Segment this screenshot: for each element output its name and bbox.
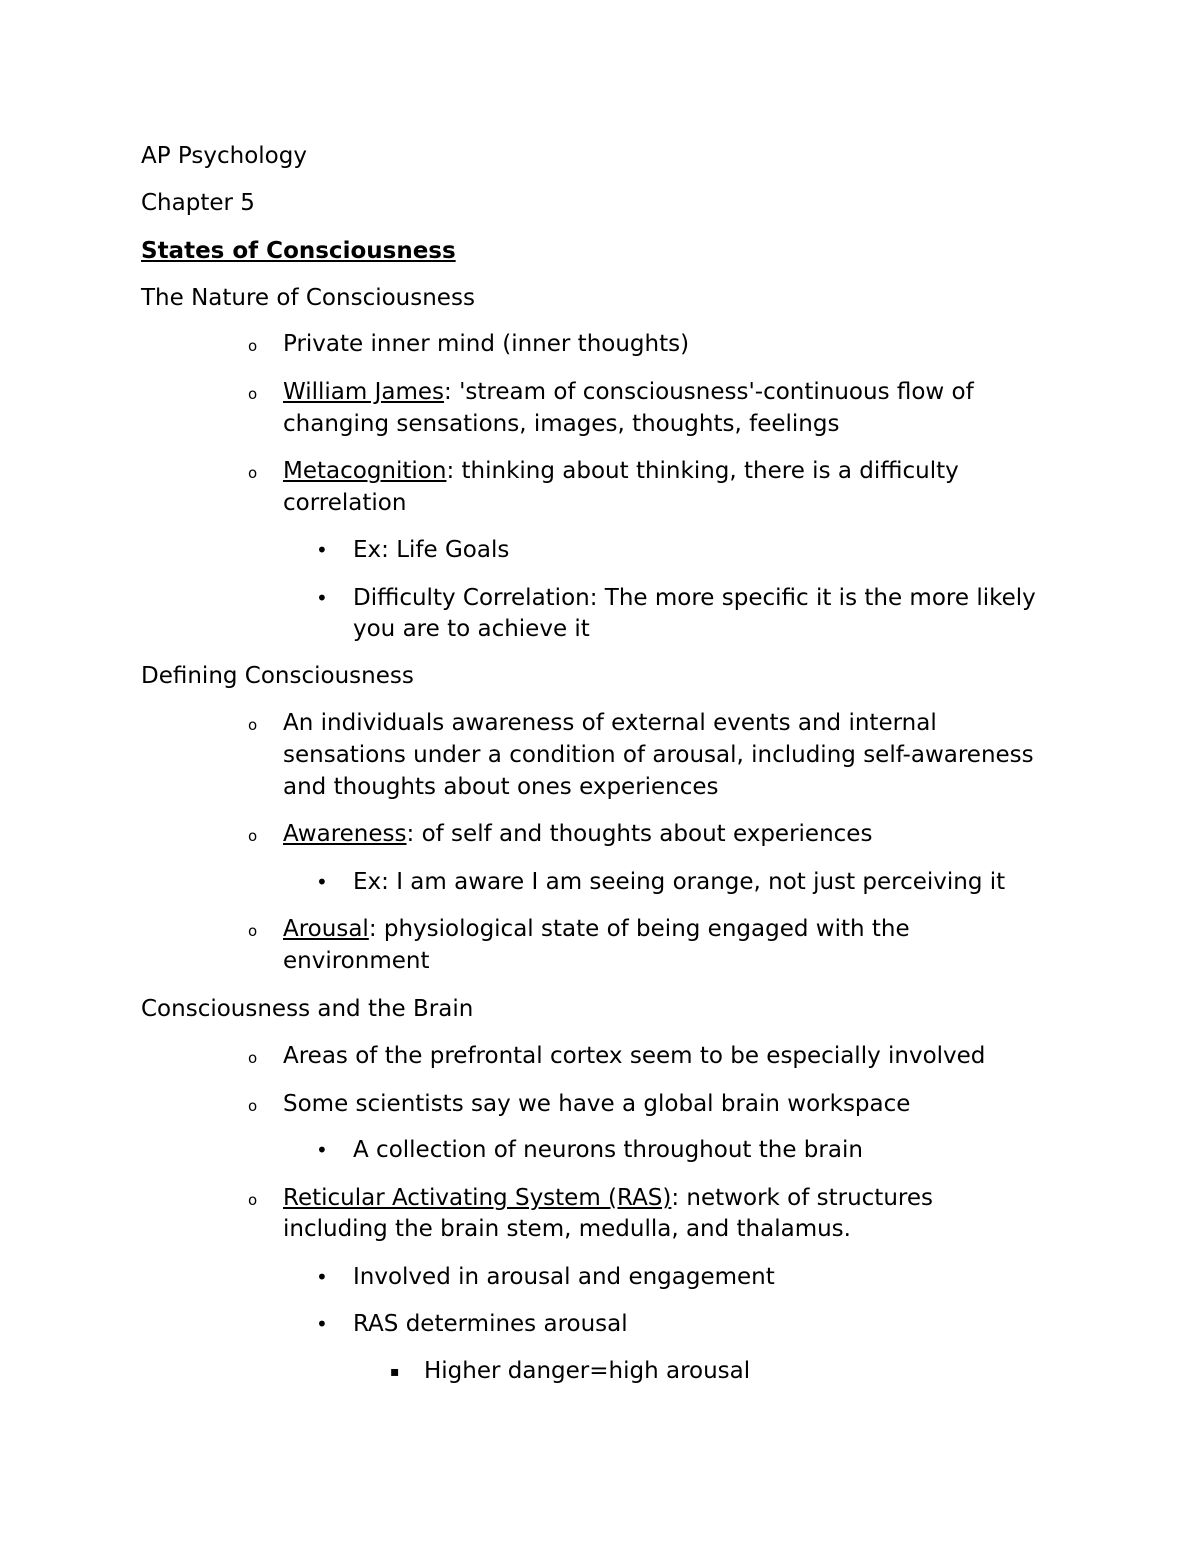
hollow-bullet-icon: o: [248, 922, 258, 940]
sub-list-item: Difficulty Correlation: The more specific it is the more likely: [353, 585, 1036, 611]
dot-bullet-icon: •: [316, 870, 328, 894]
list-item: Areas of the prefrontal cortex seem to be especially involved: [283, 1043, 986, 1069]
list-item: [283, 376, 974, 408]
list-item: Private inner mind (inner thoughts): [283, 331, 690, 357]
sub-list-item: RAS determines arousal: [353, 1311, 628, 1337]
list-item: [283, 455, 959, 487]
hollow-bullet-icon: o: [248, 1191, 258, 1209]
dot-bullet-icon: •: [316, 1138, 328, 1162]
list-item: [283, 913, 910, 945]
list-item-text: : physiological state of being engaged with the: [368, 916, 910, 942]
list-item-continuation: and thoughts about ones experiences: [283, 774, 719, 800]
dot-bullet-icon: •: [316, 586, 328, 610]
sub-list-item: Involved in arousal and engagement: [353, 1264, 775, 1290]
list-item-text: : 'stream of consciousness'-continuous flow of: [444, 379, 974, 405]
page-title: States of Consciousness: [141, 238, 456, 264]
list-item-continuation: including the brain stem, medulla, and thalamus.: [283, 1216, 851, 1242]
hollow-bullet-icon: o: [248, 385, 258, 403]
dot-bullet-icon: •: [316, 1265, 328, 1289]
sub-sub-list-item: Higher danger=high arousal: [424, 1358, 751, 1384]
sub-list-item: A collection of neurons throughout the brain: [353, 1137, 863, 1163]
hollow-bullet-icon: o: [248, 1049, 258, 1067]
dot-bullet-icon: •: [316, 538, 328, 562]
term-metacognition: Metacognition: [283, 458, 447, 484]
list-item: [283, 818, 872, 850]
list-item: Some scientists say we have a global brain workspace: [283, 1091, 911, 1117]
list-item-continuation: environment: [283, 948, 430, 974]
term-awareness: Awareness: [283, 821, 407, 847]
list-item: An individuals awareness of external events and internal: [283, 710, 937, 736]
hollow-bullet-icon: o: [248, 464, 258, 482]
list-item: [283, 1182, 933, 1214]
hollow-bullet-icon: o: [248, 1097, 258, 1115]
square-bullet-icon: ▪: [390, 1364, 400, 1380]
section-heading-defining: Defining Consciousness: [141, 663, 414, 689]
list-item-continuation: changing sensations, images, thoughts, feelings: [283, 411, 840, 437]
hollow-bullet-icon: o: [248, 337, 258, 355]
sub-list-item: Ex: Life Goals: [353, 537, 510, 563]
section-heading-nature: The Nature of Consciousness: [141, 285, 475, 311]
dot-bullet-icon: •: [316, 1312, 328, 1336]
term-william-james: William James: [283, 379, 445, 405]
sub-list-item: Ex: I am aware I am seeing orange, not just perceiving it: [353, 869, 1006, 895]
list-item-text: : of self and thoughts about experiences: [406, 821, 873, 847]
chapter-label: Chapter 5: [141, 190, 255, 216]
list-item-continuation: correlation: [283, 490, 407, 516]
course-title: AP Psychology: [141, 143, 307, 169]
sub-list-item-continuation: you are to achieve it: [353, 616, 590, 642]
hollow-bullet-icon: o: [248, 716, 258, 734]
hollow-bullet-icon: o: [248, 827, 258, 845]
term-arousal: Arousal: [283, 916, 369, 942]
list-item-text: : thinking about thinking, there is a difficulty: [446, 458, 959, 484]
list-item-text: : network of structures: [671, 1185, 933, 1211]
list-item-continuation: sensations under a condition of arousal, including self-awareness: [283, 742, 1034, 768]
term-ras: Reticular Activating System (RAS): [283, 1185, 672, 1211]
section-heading-brain: Consciousness and the Brain: [141, 996, 474, 1022]
